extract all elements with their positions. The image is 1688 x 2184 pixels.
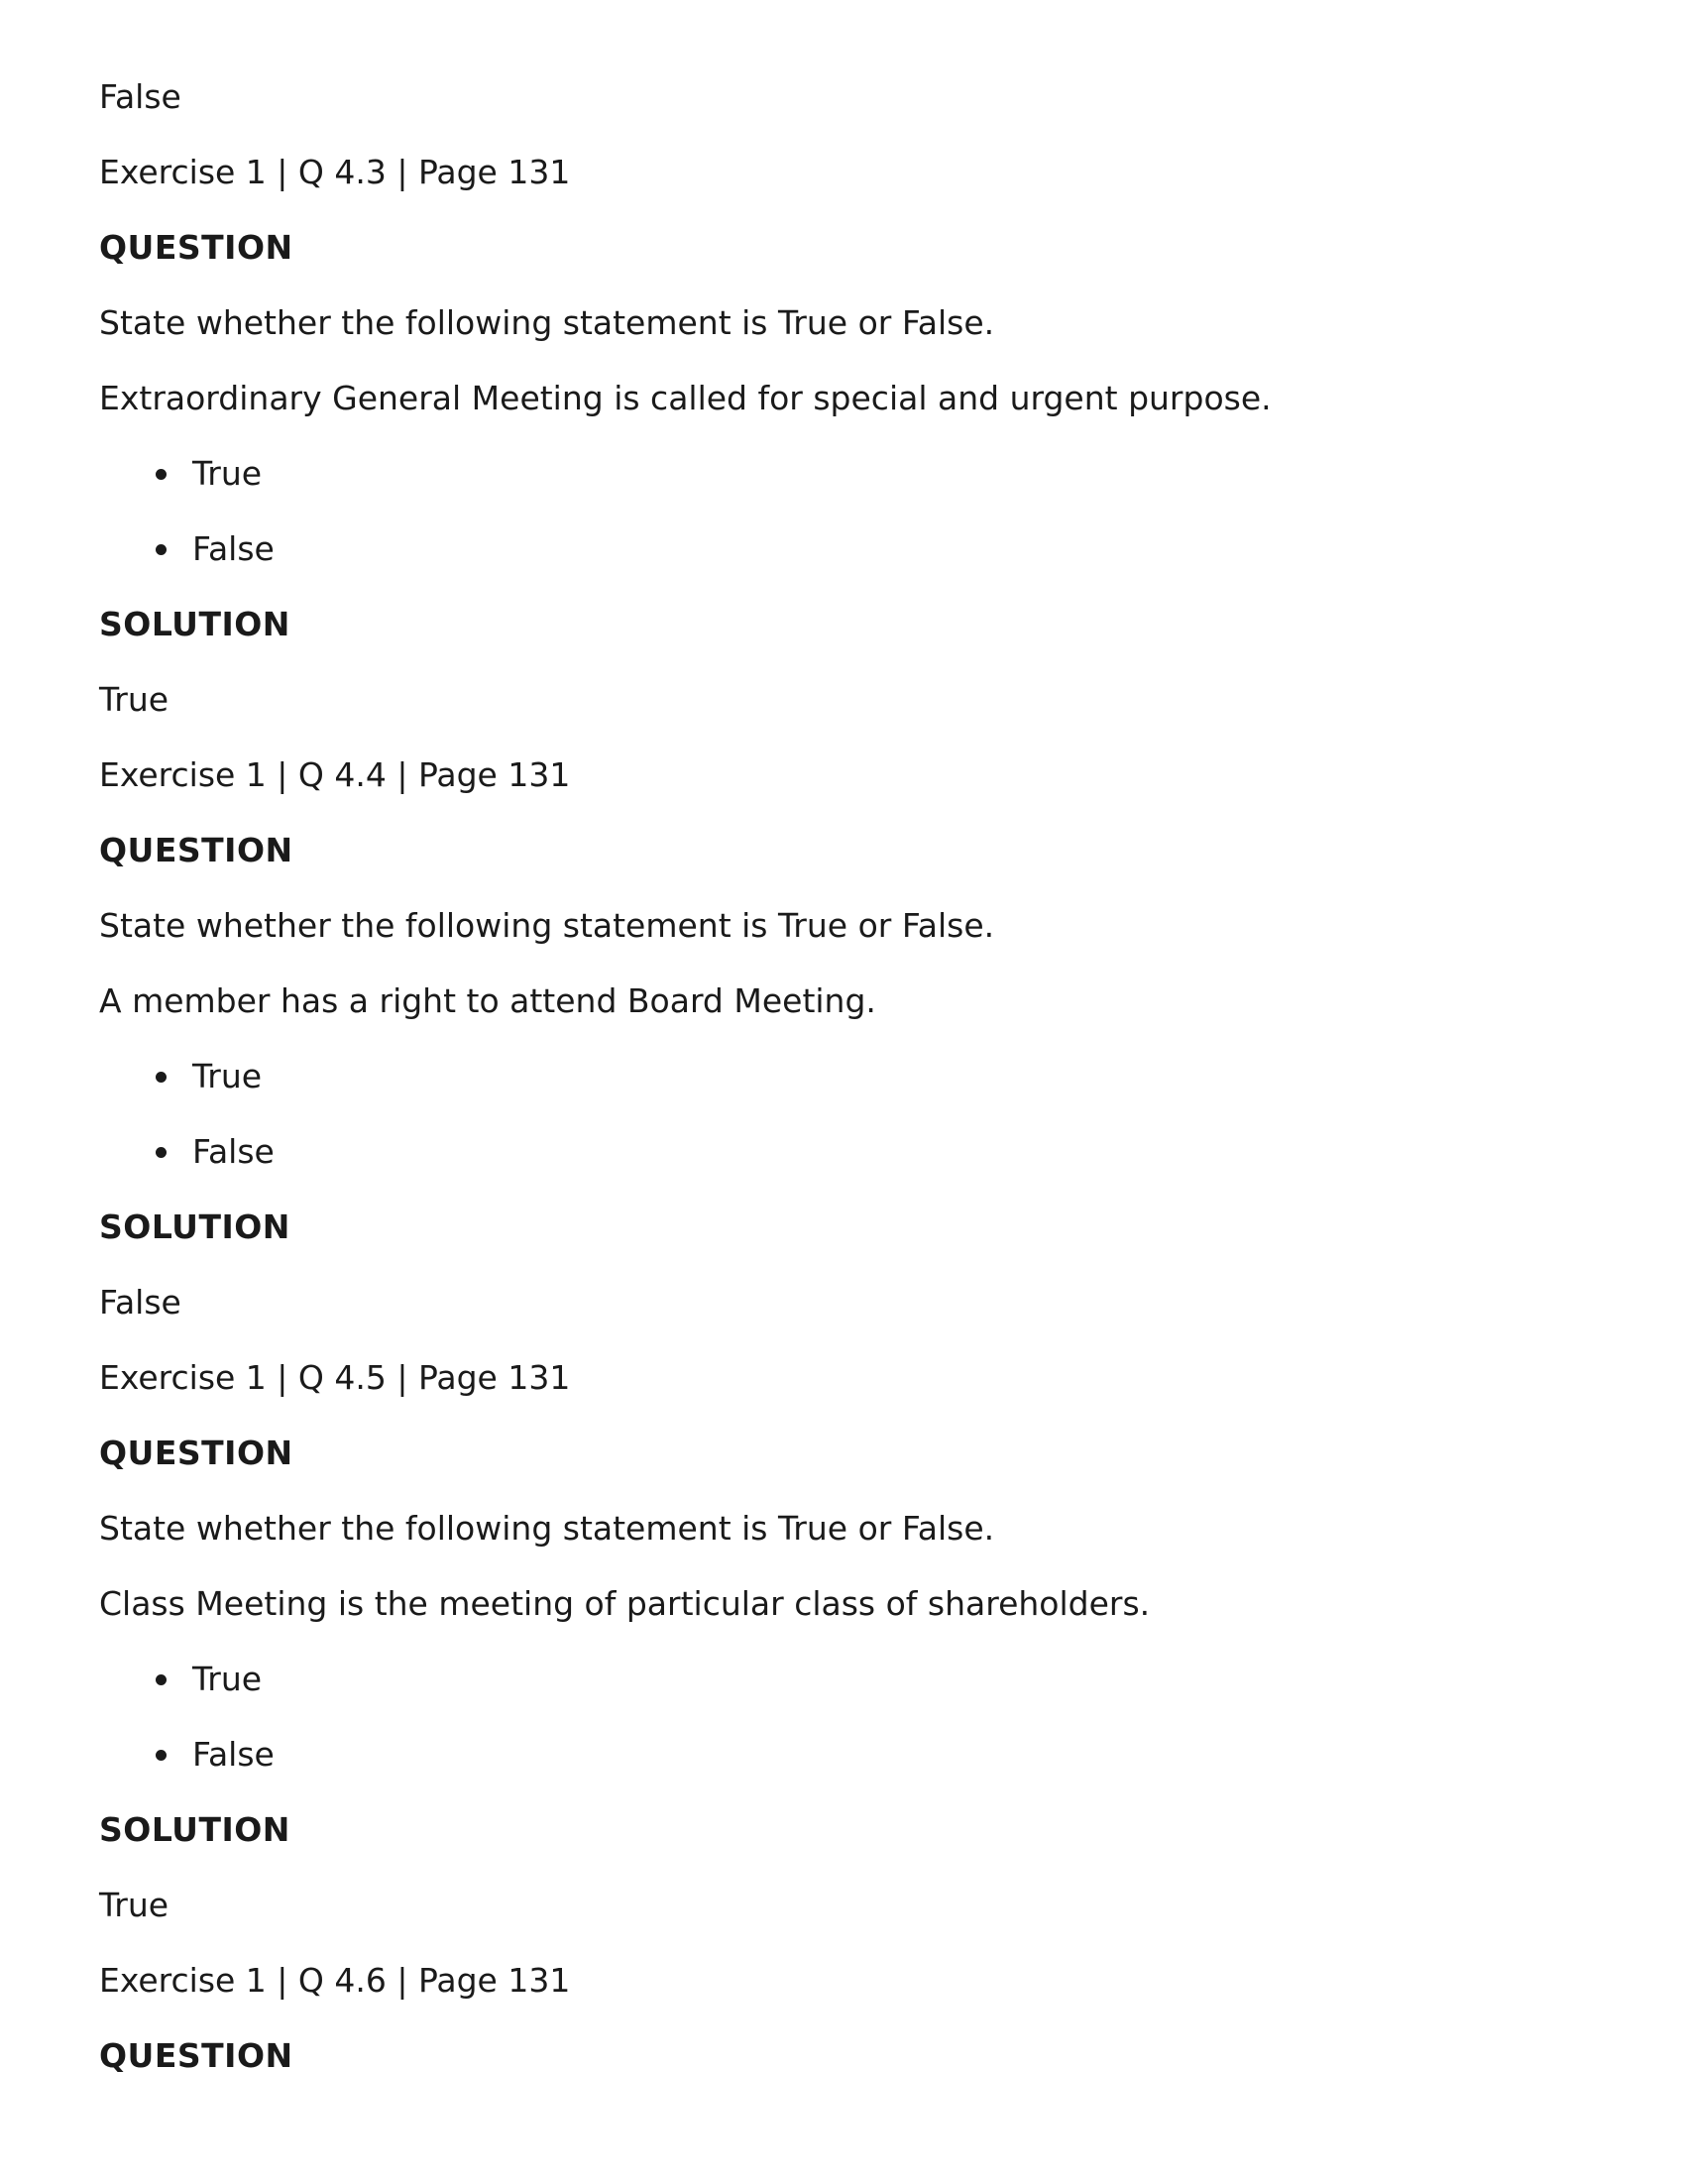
- question-block-4-4: [99, 755, 1586, 1322]
- question-block-4-3: [99, 153, 1586, 720]
- question-statement: Extraordinary General Meeting is called for special and urgent purpose.: [99, 379, 1272, 417]
- solution-heading: SOLUTION: [99, 1810, 290, 1849]
- option-true: True: [99, 454, 1586, 494]
- question-block-4-6: [99, 1961, 1586, 2076]
- solution-answer: True: [99, 680, 169, 719]
- question-statement: Class Meeting is the meeting of particular class of shareholders.: [99, 1584, 1151, 1623]
- option-list: [99, 1660, 1586, 1775]
- exercise-reference: Exercise 1 | Q 4.3 | Page 131: [99, 153, 571, 191]
- option-true: True: [99, 1057, 1586, 1096]
- question-instruction: State whether the following statement is True or False.: [99, 906, 995, 945]
- question-statement: A member has a right to attend Board Meeting.: [99, 981, 876, 1020]
- question-heading: QUESTION: [99, 831, 293, 869]
- exercise-reference: Exercise 1 | Q 4.6 | Page 131: [99, 1961, 571, 2000]
- option-true: True: [99, 1660, 1586, 1699]
- exercise-reference: Exercise 1 | Q 4.5 | Page 131: [99, 1358, 571, 1397]
- option-false: False: [99, 529, 1586, 569]
- solution-heading: SOLUTION: [99, 1207, 290, 1246]
- question-instruction: State whether the following statement is True or False.: [99, 1509, 995, 1548]
- question-block-4-5: [99, 1358, 1586, 1925]
- question-heading: QUESTION: [99, 228, 293, 267]
- solution-answer: False: [99, 1283, 181, 1322]
- solution-heading: SOLUTION: [99, 605, 290, 643]
- question-heading: QUESTION: [99, 2036, 293, 2075]
- option-false: False: [99, 1132, 1586, 1172]
- exercise-reference: Exercise 1 | Q 4.4 | Page 131: [99, 755, 571, 794]
- previous-answer: False: [99, 77, 181, 116]
- option-list: [99, 1057, 1586, 1172]
- document-page: [99, 77, 1586, 2112]
- option-false: False: [99, 1735, 1586, 1775]
- question-heading: QUESTION: [99, 1434, 293, 1472]
- question-instruction: State whether the following statement is True or False.: [99, 303, 995, 342]
- solution-answer: True: [99, 1886, 169, 1924]
- option-list: [99, 454, 1586, 569]
